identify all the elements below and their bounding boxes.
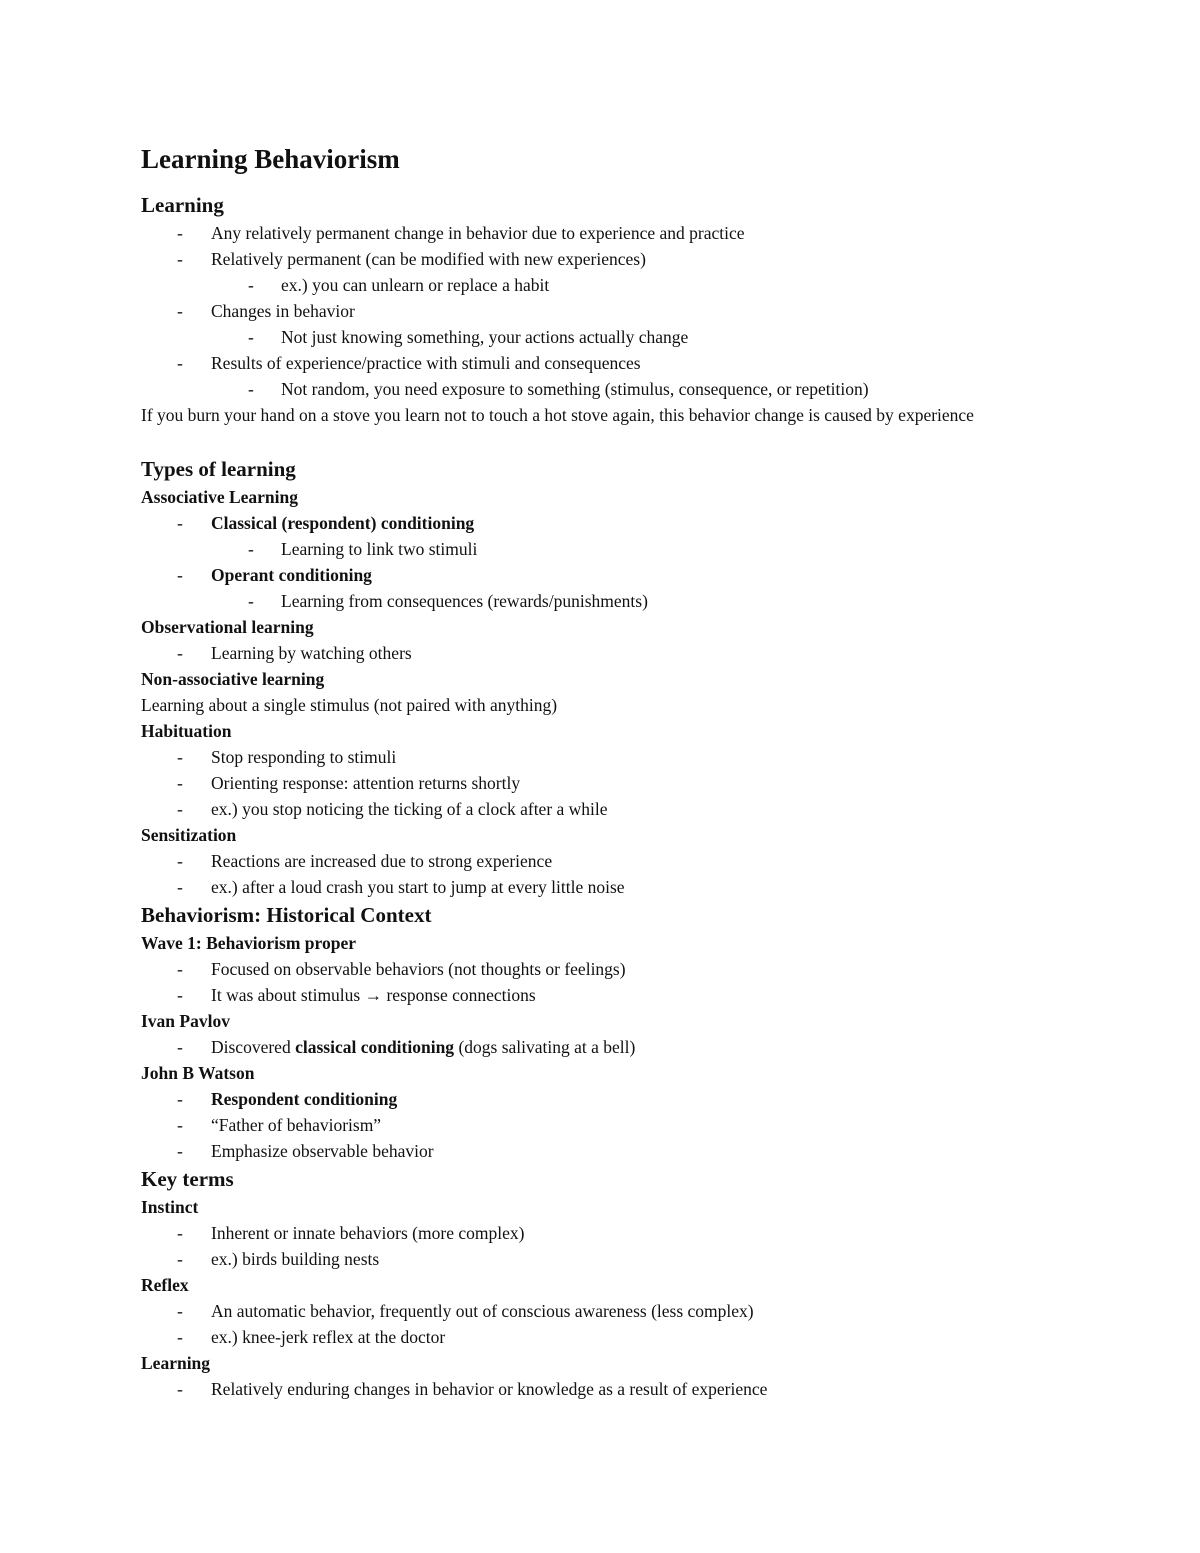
bullet-dash: - <box>177 301 183 321</box>
page-title: Learning Behaviorism <box>141 144 400 174</box>
subsection-heading <box>141 822 1021 848</box>
sub-bullet-item <box>141 376 1021 402</box>
subsection-heading <box>141 1008 1021 1034</box>
bullet-item <box>141 744 1021 770</box>
bullet-item <box>141 1220 1021 1246</box>
line-text: Orienting response: attention returns shortly <box>211 773 521 793</box>
bullet-dash: - <box>177 1115 183 1135</box>
bullet-dash: - <box>177 799 183 819</box>
bullet-dash: - <box>248 379 254 399</box>
line-text: Learning by watching others <box>211 643 412 663</box>
bullet-item <box>141 1324 1021 1350</box>
line-text: Sensitization <box>141 825 237 845</box>
line-text: Associative Learning <box>141 487 299 507</box>
line-text: Learning <box>141 193 224 217</box>
bullet-item <box>141 874 1021 900</box>
bullet-dash: - <box>177 1301 183 1321</box>
bullet-item <box>141 1112 1021 1138</box>
section-heading <box>141 1164 1021 1194</box>
subsection-heading <box>141 718 1021 744</box>
line-text: Inherent or innate behaviors (more complex) <box>211 1223 525 1243</box>
line-text: ex.) birds building nests <box>211 1249 380 1269</box>
bullet-dash: - <box>177 223 183 243</box>
bullet-dash: - <box>177 773 183 793</box>
line-text: Learning about a single stimulus (not paired with anything) <box>141 695 558 715</box>
line-text: Not just knowing something, your actions actually change <box>281 327 689 347</box>
line-text: It was about stimulus → response connections <box>211 985 536 1005</box>
line-text: ex.) you can unlearn or replace a habit <box>281 275 550 295</box>
bullet-dash: - <box>177 1089 183 1109</box>
document-content <box>141 140 1021 1402</box>
bullet-dash: - <box>177 353 183 373</box>
line-text: Learning to link two stimuli <box>281 539 478 559</box>
bullet-dash: - <box>177 1379 183 1399</box>
subsection-heading <box>141 484 1021 510</box>
document-lines <box>141 190 1021 1402</box>
line-text: Behaviorism: Historical Context <box>141 903 432 927</box>
line-text: Results of experience/practice with stimuli and consequences <box>211 353 641 373</box>
line-text: Any relatively permanent change in behavior due to experience and practice <box>211 223 745 243</box>
bullet-dash: - <box>177 1223 183 1243</box>
bullet-item <box>141 640 1021 666</box>
subsection-heading <box>141 1060 1021 1086</box>
line-text: Non-associative learning <box>141 669 325 689</box>
line-text: ex.) knee-jerk reflex at the doctor <box>211 1327 446 1347</box>
bullet-item <box>141 956 1021 982</box>
subsection-heading <box>141 1350 1021 1376</box>
bullet-item <box>141 1034 1021 1060</box>
line-text: Respondent conditioning <box>211 1089 398 1109</box>
bullet-dash: - <box>177 513 183 533</box>
bullet-dash: - <box>177 565 183 585</box>
line-text: Types of learning <box>141 457 296 481</box>
section-heading <box>141 454 1021 484</box>
bullet-dash: - <box>177 1141 183 1161</box>
bullet-dash: - <box>177 877 183 897</box>
bullet-item <box>141 796 1021 822</box>
line-text: Key terms <box>141 1167 234 1191</box>
paragraph <box>141 402 1001 454</box>
bullet-dash: - <box>248 275 254 295</box>
bullet-dash: - <box>177 1249 183 1269</box>
bullet-dash: - <box>248 591 254 611</box>
bullet-item <box>141 350 1021 376</box>
bullet-dash: - <box>177 851 183 871</box>
bullet-dash: - <box>177 1327 183 1347</box>
line-text: ex.) you stop noticing the ticking of a clock after a while <box>211 799 608 819</box>
bullet-item <box>141 1086 1021 1112</box>
section-heading <box>141 900 1021 930</box>
bullet-item <box>141 1298 1021 1324</box>
line-text: Instinct <box>141 1197 199 1217</box>
bullet-dash: - <box>248 327 254 347</box>
bullet-item <box>141 1376 1021 1402</box>
line-text: Changes in behavior <box>211 301 355 321</box>
bullet-dash: - <box>177 747 183 767</box>
line-text: Relatively enduring changes in behavior or knowledge as a result of experience <box>211 1379 768 1399</box>
subsection-heading <box>141 1272 1021 1298</box>
line-text: An automatic behavior, frequently out of conscious awareness (less complex) <box>211 1301 754 1321</box>
paragraph <box>141 692 1021 718</box>
bullet-item <box>141 1246 1021 1272</box>
subsection-heading <box>141 614 1021 640</box>
line-text: Learning from consequences (rewards/punishments) <box>281 591 648 611</box>
bullet-item <box>141 982 1021 1008</box>
bullet-item <box>141 562 1021 588</box>
line-text: Focused on observable behaviors (not thoughts or feelings) <box>211 959 626 979</box>
line-text: Operant conditioning <box>211 565 372 585</box>
sub-bullet-item <box>141 324 1021 350</box>
subsection-heading <box>141 930 1021 956</box>
bullet-item <box>141 220 1021 246</box>
bullet-dash: - <box>248 539 254 559</box>
section-heading <box>141 190 1021 220</box>
text-run: (dogs salivating at a bell) <box>454 1037 636 1057</box>
bullet-dash: - <box>177 1037 183 1057</box>
sub-bullet-item <box>141 536 1021 562</box>
line-text: Not random, you need exposure to something (stimulus, consequence, or repetition) <box>281 379 869 399</box>
bullet-item <box>141 848 1021 874</box>
line-text: Reactions are increased due to strong experience <box>211 851 553 871</box>
bullet-dash: - <box>177 959 183 979</box>
bullet-item <box>141 1138 1021 1164</box>
line-text: Ivan Pavlov <box>141 1011 230 1031</box>
bullet-item <box>141 246 1021 272</box>
bullet-item <box>141 298 1021 324</box>
subsection-heading <box>141 1194 1021 1220</box>
line-text: Wave 1: Behaviorism proper <box>141 933 357 953</box>
text-run: Discovered <box>211 1037 296 1057</box>
line-text: Observational learning <box>141 617 314 637</box>
line-text: Relatively permanent (can be modified with new experiences) <box>211 249 646 269</box>
line-text: “Father of behaviorism” <box>211 1115 382 1135</box>
bullet-dash: - <box>177 643 183 663</box>
bold-term: classical conditioning <box>295 1037 455 1057</box>
line-text: If you burn your hand on a stove you learn not to touch a hot stove again, this behavior change is caused by experience <box>141 405 974 425</box>
bullet-item <box>141 770 1021 796</box>
line-text: Reflex <box>141 1275 189 1295</box>
bullet-dash: - <box>177 249 183 269</box>
sub-bullet-item <box>141 588 1021 614</box>
line-text: Habituation <box>141 721 232 741</box>
line-text: Stop responding to stimuli <box>211 747 397 767</box>
bullet-item <box>141 510 1021 536</box>
line-text: John B Watson <box>141 1063 255 1083</box>
bullet-dash: - <box>177 985 183 1005</box>
subsection-heading <box>141 666 1021 692</box>
line-text: Emphasize observable behavior <box>211 1141 434 1161</box>
line-text: Learning <box>141 1353 211 1373</box>
sub-bullet-item <box>141 272 1021 298</box>
line-text: Classical (respondent) conditioning <box>211 513 475 533</box>
line-text: ex.) after a loud crash you start to jump at every little noise <box>211 877 625 897</box>
